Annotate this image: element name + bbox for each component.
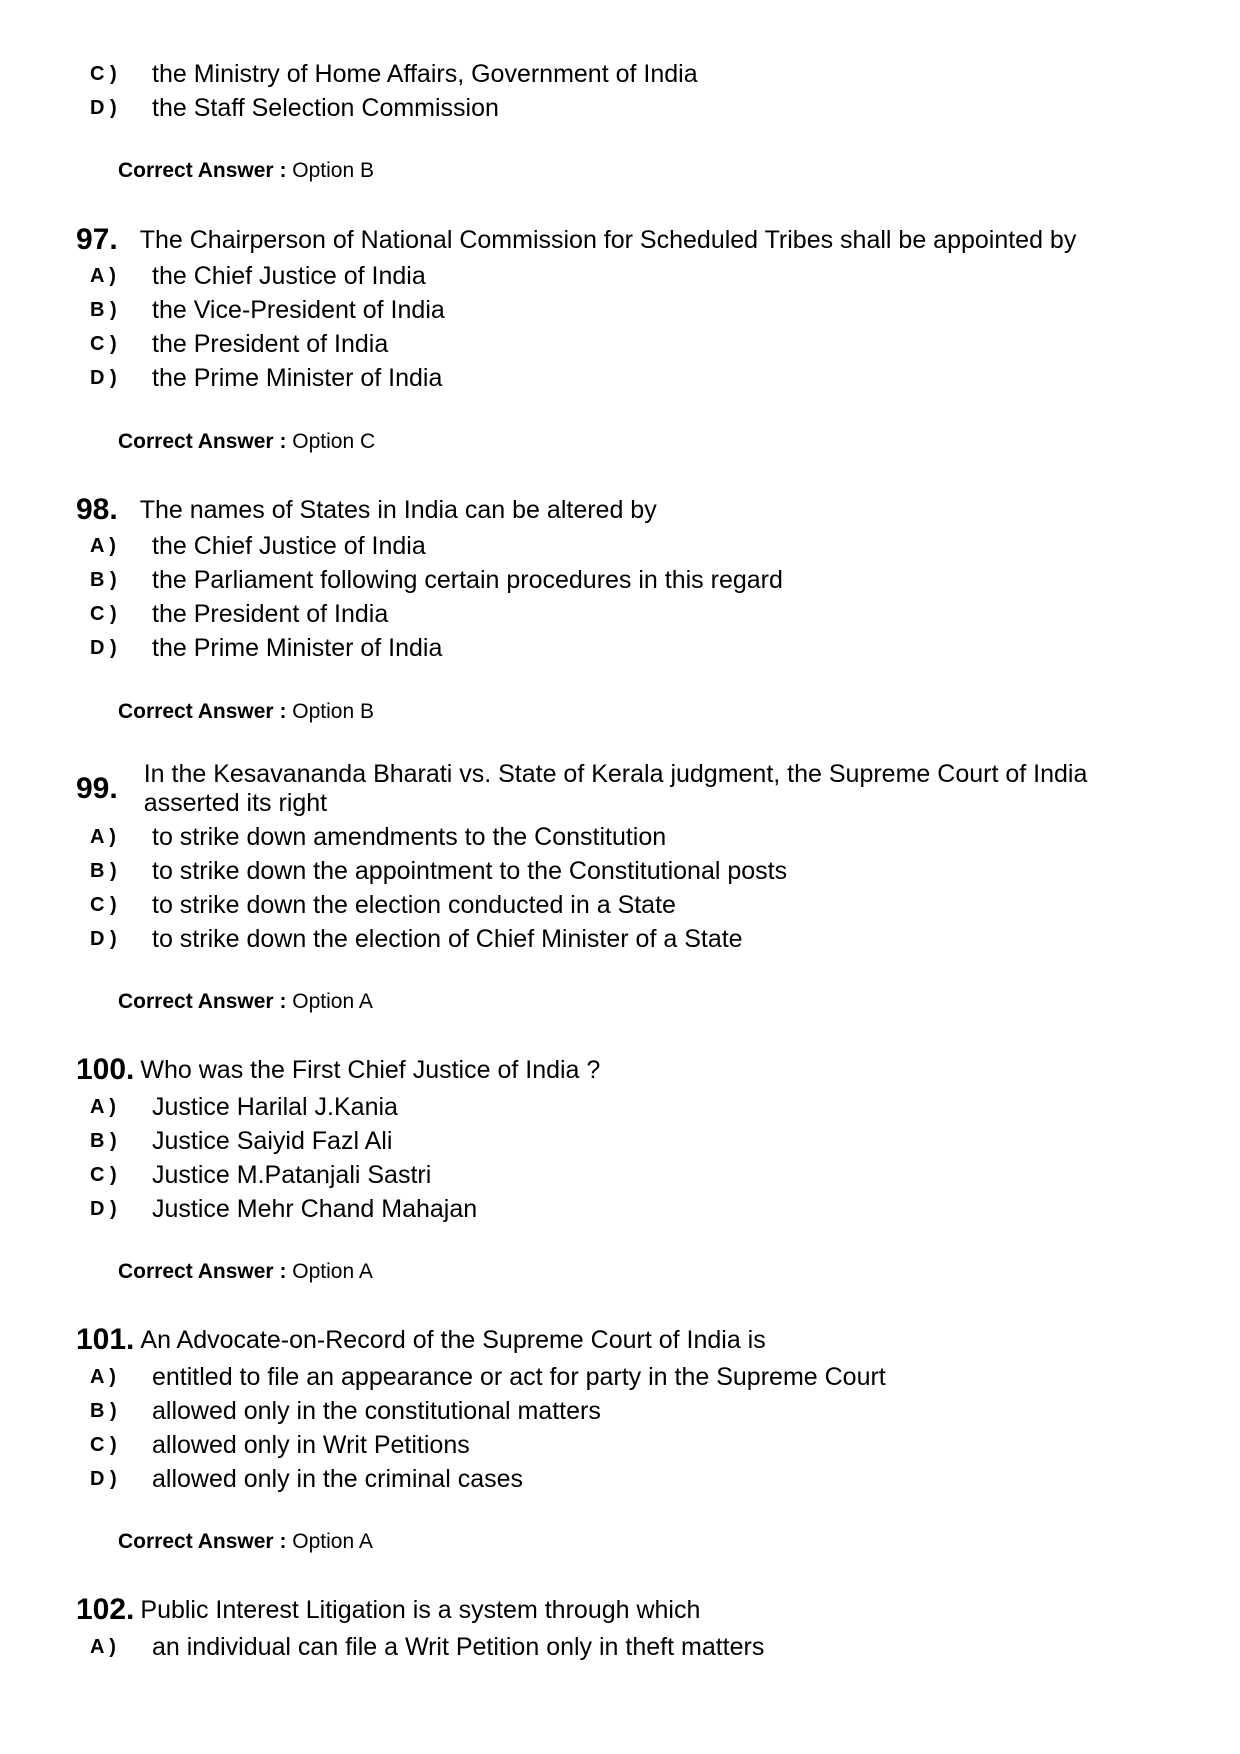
question-number: 99. [76,772,118,805]
option-letter: D ) [90,96,117,119]
option-letter: B ) [90,1399,117,1422]
option-letter: A ) [90,1635,116,1658]
question-text: Public Interest Litigation is a system through which [140,1595,701,1624]
option-row [90,563,783,597]
option-text: the Prime Minister of India [152,633,443,662]
question-number: 100. [76,1053,135,1086]
option-letter: C ) [90,602,117,625]
option-text: entitled to file an appearance or act for party in the Supreme Court [152,1362,886,1391]
option-row [90,1630,764,1664]
option-row [90,854,787,888]
option-text: the Chief Justice of India [152,531,426,560]
question-number: 101. [76,1323,135,1356]
question-number: 97. [76,223,118,256]
correct-answer-label: Correct Answer : [118,1530,287,1553]
option-text: the Ministry of Home Affairs, Government of India [152,59,698,88]
option-text: the Prime Minister of India [152,363,443,392]
option-letter: B ) [90,1129,117,1152]
correct-answer [118,990,373,1014]
correct-answer-label: Correct Answer : [118,990,287,1013]
option-text: the Staff Selection Commission [152,93,499,122]
option-text: allowed only in the criminal cases [152,1464,524,1493]
option-letter: B ) [90,568,117,591]
correct-answer-value: Option A [292,990,373,1013]
option-row [90,888,676,922]
option-row [90,91,499,125]
option-text: the President of India [152,599,389,628]
correct-answer-value: Option A [292,1530,373,1553]
option-row [90,57,698,91]
correct-answer-label: Correct Answer : [118,700,287,723]
option-text: to strike down the appointment to the Constitutional posts [152,856,788,885]
option-row [90,1394,601,1428]
question-text: The names of States in India can be altered by [139,495,657,524]
option-text: Justice Saiyid Fazl Ali [152,1126,393,1155]
question-100 [76,1050,600,1090]
option-text: the President of India [152,329,389,358]
option-text: Justice Harilal J.Kania [152,1092,398,1121]
correct-answer [118,159,374,183]
correct-answer-value: Option C [292,430,376,453]
question-text: In the Kesavananda Bharati vs. State of Kerala judgment, the Supreme Court of India asserted its right [143,760,1088,817]
question-number: 98. [76,493,118,526]
option-text: the Chief Justice of India [152,261,426,290]
option-text: Justice Mehr Chand Mahajan [152,1194,478,1223]
option-text: to strike down amendments to the Constitution [152,822,667,851]
option-row [90,597,388,631]
correct-answer-label: Correct Answer : [118,430,287,453]
correct-answer-value: Option B [292,159,374,182]
question-101 [76,1320,766,1360]
option-row [90,1192,477,1226]
option-letter: A ) [90,534,116,557]
option-row [90,820,666,854]
correct-answer [118,700,374,724]
option-row [90,529,426,563]
option-row [90,1428,470,1462]
option-letter: A ) [90,1095,116,1118]
option-letter: A ) [90,264,116,287]
option-row [90,293,445,327]
option-row [90,922,743,956]
correct-answer [118,1260,373,1284]
question-text: The Chairperson of National Commission for Scheduled Tribes shall be appointed by [139,225,1077,254]
option-row [90,1462,523,1496]
option-letter: B ) [90,859,117,882]
option-text: to strike down the election conducted in a State [152,890,676,919]
option-text: to strike down the election of Chief Minister of a State [152,924,743,953]
correct-answer-label: Correct Answer : [118,159,287,182]
correct-answer-label: Correct Answer : [118,1260,287,1283]
option-text: the Vice-President of India [152,295,445,324]
option-row [90,631,442,665]
option-text: Justice M.Patanjali Sastri [152,1160,432,1189]
question-98 [76,490,657,530]
option-letter: A ) [90,825,116,848]
option-letter: C ) [90,62,117,85]
question-99 [76,759,1144,819]
option-row [90,1360,886,1394]
correct-answer-value: Option A [292,1260,373,1283]
option-letter: B ) [90,298,117,321]
option-letter: D ) [90,366,117,389]
option-letter: D ) [90,927,117,950]
correct-answer-value: Option B [292,700,374,723]
option-text: an individual can file a Writ Petition only in theft matters [152,1632,765,1661]
option-row [90,327,388,361]
correct-answer [118,1530,373,1554]
option-letter: C ) [90,893,117,916]
question-97 [76,220,1076,260]
option-text: the Parliament following certain procedures in this regard [152,565,783,594]
option-row [90,361,442,395]
option-row [90,1124,392,1158]
option-letter: A ) [90,1365,116,1388]
option-letter: D ) [90,1467,117,1490]
correct-answer [118,430,375,454]
question-102 [76,1590,700,1630]
option-row [90,1158,431,1192]
question-number: 102. [76,1593,135,1626]
question-text: Who was the First Chief Justice of India ? [140,1055,601,1084]
option-letter: D ) [90,636,117,659]
option-row [90,259,426,293]
question-text: An Advocate-on-Record of the Supreme Court of India is [140,1325,766,1354]
option-letter: C ) [90,1433,117,1456]
option-text: allowed only in the constitutional matters [152,1396,601,1425]
option-row [90,1090,398,1124]
option-letter: C ) [90,332,117,355]
option-text: allowed only in Writ Petitions [152,1430,470,1459]
option-letter: D ) [90,1197,117,1220]
option-letter: C ) [90,1163,117,1186]
